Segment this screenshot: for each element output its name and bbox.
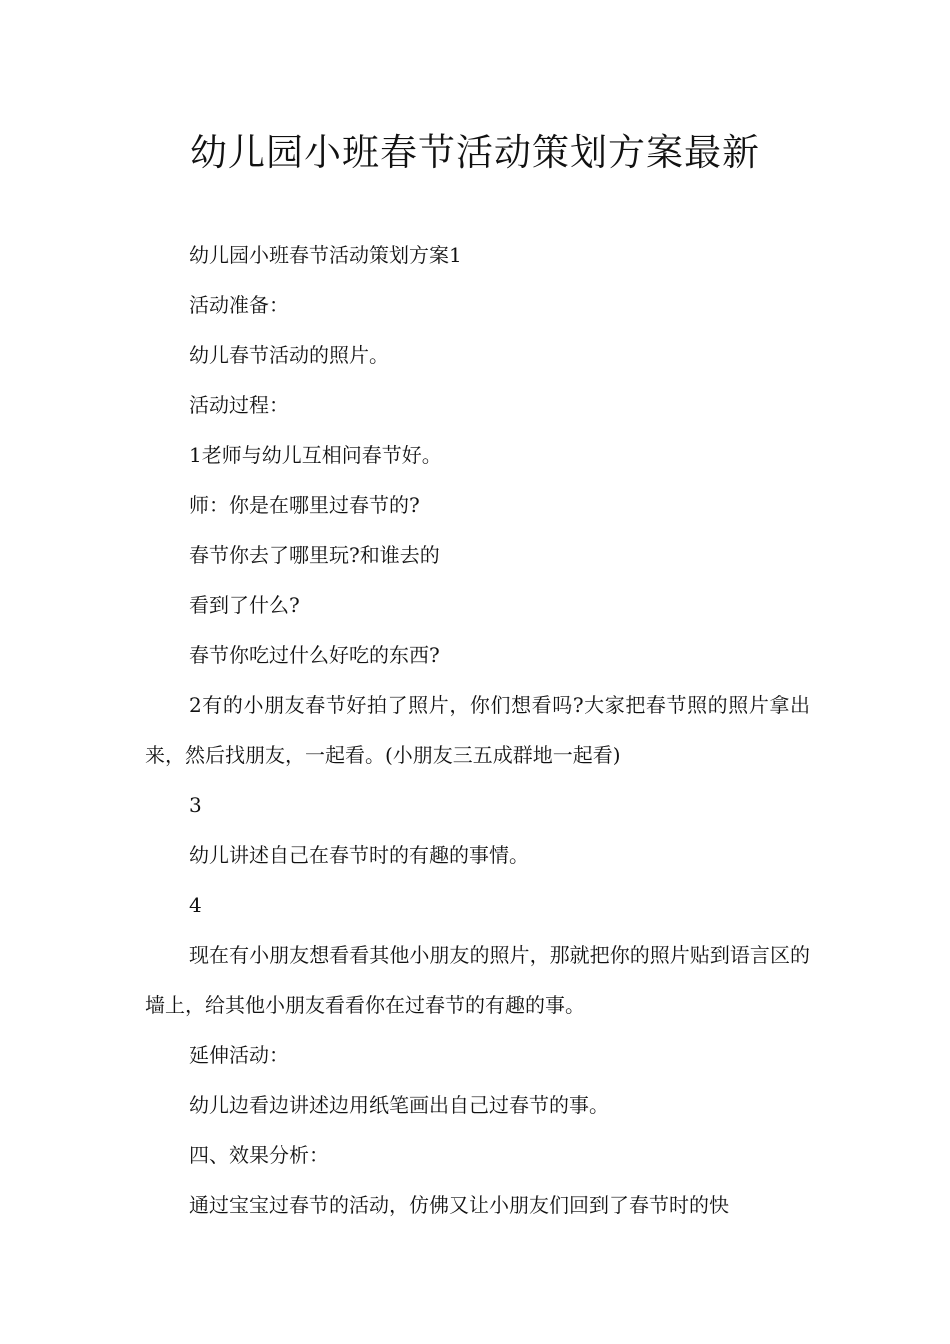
paragraph-plan-heading: 幼儿园小班春节活动策划方案1: [189, 243, 462, 267]
paragraph-question-food: 春节你吃过什么好吃的东西?: [189, 643, 440, 667]
paragraph-analysis-label: 四、效果分析：: [189, 1143, 329, 1167]
paragraph-step-4-content: 现在有小朋友想看看其他小朋友的照片，那就把你的照片贴到语言区的墙上，给其他小朋友看看你在过春节的有趣的事。: [145, 943, 810, 1017]
paragraph-step-3-content: 幼儿讲述自己在春节时的有趣的事情。: [189, 843, 529, 867]
paragraph-analysis-content: 通过宝宝过春节的活动，仿佛又让小朋友们回到了春节时的快: [189, 1193, 729, 1217]
paragraph-step-2: 2有的小朋友春节好拍了照片，你们想看吗?大家把春节照的照片拿出来，然后找朋友，一起看。(小朋友三五成群地一起看): [145, 693, 810, 767]
paragraph-extension-label: 延伸活动：: [189, 1043, 289, 1067]
paragraph-preparation-label: 活动准备：: [189, 293, 289, 317]
document-title: 幼儿园小班春节活动策划方案最新: [190, 131, 760, 174]
document-body: [145, 230, 810, 1230]
paragraph-step-3-number: 3: [189, 793, 202, 817]
paragraph-process-label: 活动过程：: [189, 393, 289, 417]
paragraph-question-where: 春节你去了哪里玩?和谁去的: [189, 543, 440, 567]
paragraph-step-1: 1老师与幼儿互相问春节好。: [189, 443, 442, 467]
paragraph-teacher-question: 师：你是在哪里过春节的?: [189, 493, 420, 517]
paragraph-question-what-seen: 看到了什么?: [189, 593, 300, 617]
paragraph-preparation-content: 幼儿春节活动的照片。: [189, 343, 389, 367]
paragraph-extension-content: 幼儿边看边讲述边用纸笔画出自己过春节的事。: [189, 1093, 609, 1117]
paragraph-step-4-number: 4: [189, 893, 202, 917]
